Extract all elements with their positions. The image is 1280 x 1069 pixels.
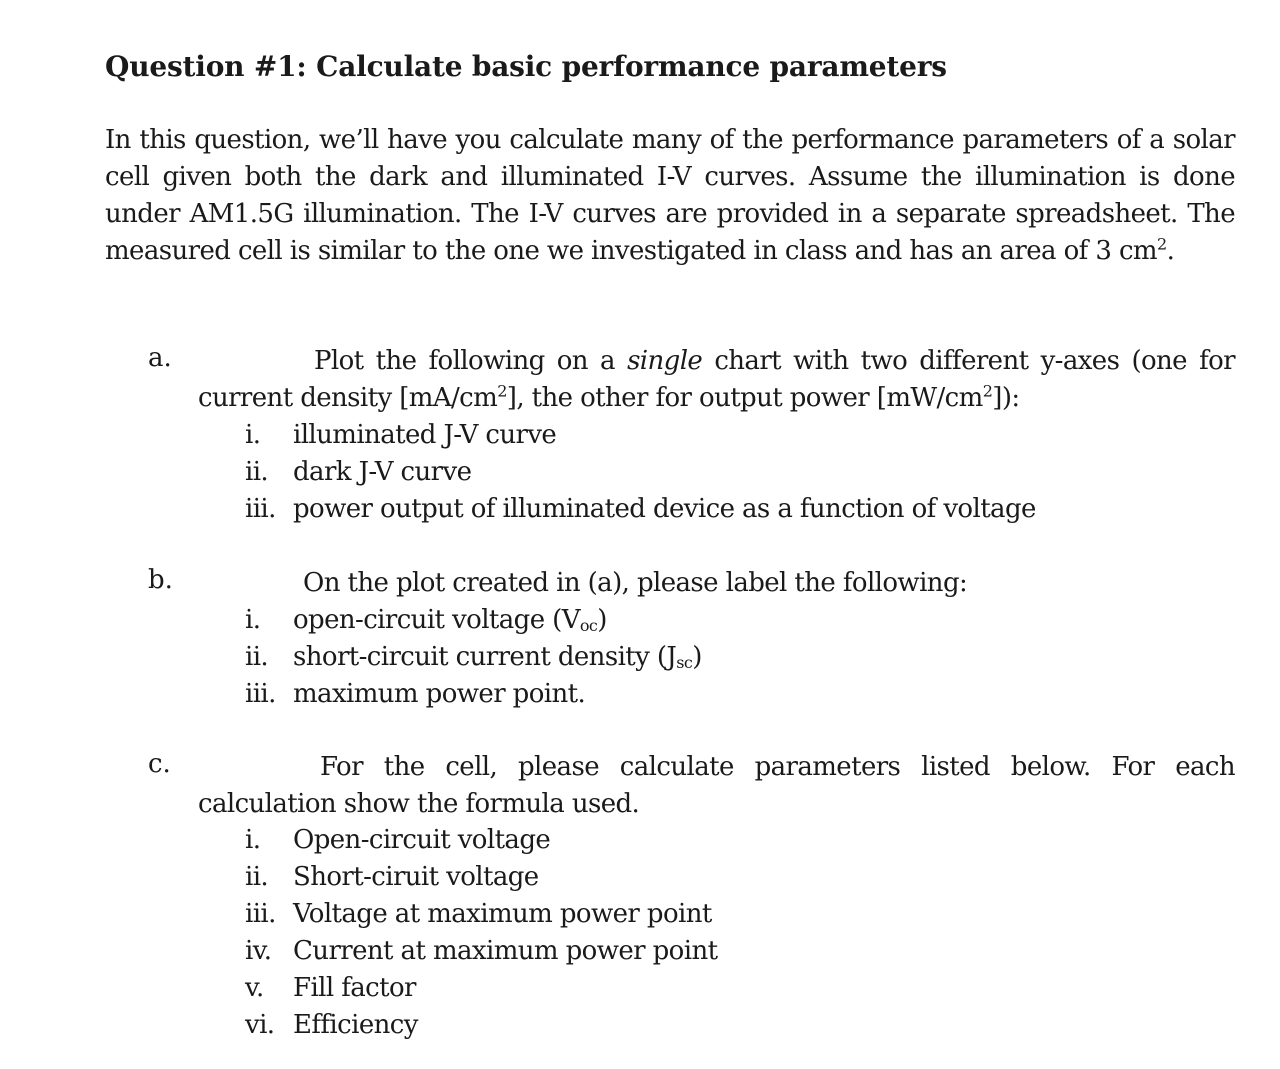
part-c-line-1: For the cell, please calculate parameters listed below. For each — [320, 752, 1235, 782]
part-a-list — [245, 417, 1036, 528]
part-c-letter: c. — [148, 749, 171, 779]
list-numeral: i. — [245, 605, 261, 635]
list-item — [245, 859, 717, 896]
list-text: power output of illuminated device as a function of voltage — [293, 494, 1036, 524]
part-a-sup-1: 2 — [497, 381, 507, 401]
part-b-body — [198, 565, 1235, 602]
list-numeral: vi. — [245, 1010, 275, 1040]
list-text — [293, 676, 585, 713]
part-a-line-2-pre: current density [mA/cm — [198, 383, 498, 413]
part-a-line-1-post: chart with two different y-axes (one for — [702, 346, 1235, 376]
list-numeral: iv. — [245, 936, 272, 966]
part-a-line-1-pre: Plot the following on a — [314, 346, 628, 376]
list-text: illuminated J-V curve — [293, 420, 557, 450]
list-item — [245, 676, 702, 713]
part-a-line-2-post: ]): — [992, 383, 1020, 413]
list-item — [245, 1007, 717, 1044]
part-a-line-2 — [198, 380, 1235, 417]
list-item — [245, 970, 717, 1007]
list-text: Efficiency — [293, 1010, 418, 1040]
list-item — [245, 896, 717, 933]
list-text-pre: short-circuit current density (J — [293, 642, 677, 672]
list-text-post: ) — [692, 642, 702, 672]
list-text: Open-circuit voltage — [293, 825, 551, 855]
intro-paragraph — [105, 122, 1235, 270]
list-text-pre: open-circuit voltage (V — [293, 605, 580, 635]
list-numeral: iii. — [245, 494, 276, 524]
part-a-body — [198, 343, 1235, 417]
question-title: Question #1: Calculate basic performance parameters — [105, 50, 947, 83]
list-item — [245, 639, 702, 676]
list-numeral: i. — [245, 825, 261, 855]
part-a-letter: a. — [148, 343, 172, 373]
part-a-line-2-mid: ], the other for output power [mW/cm — [506, 383, 983, 413]
intro-end: . — [1166, 236, 1175, 266]
intro-superscript: 2 — [1156, 234, 1167, 254]
list-numeral: i. — [245, 420, 261, 450]
list-item — [245, 454, 1036, 491]
list-item — [245, 933, 717, 970]
part-c-body — [198, 749, 1235, 823]
list-text: Short-ciruit voltage — [293, 862, 539, 892]
list-text: dark J-V curve — [293, 457, 472, 487]
list-text: Fill factor — [293, 973, 416, 1003]
voc-subscript: oc — [579, 616, 598, 635]
list-item — [245, 822, 717, 859]
intro-text: In this question, we’ll have you calculate many of the performance parameters of a solar cell given both the dark and illuminated I-V curves. Assume the illumination is done under AM1.5G illumination. The I-V curves are provided in a separate spreadsheet. The measured cell is similar to the one we investigated in class and has an area of 3 cm — [105, 125, 1235, 266]
list-text-post: ) — [597, 605, 607, 635]
jsc-subscript: sc — [676, 653, 693, 672]
part-a-line-1 — [198, 343, 1235, 380]
list-text — [293, 639, 702, 676]
list-numeral: v. — [245, 973, 264, 1003]
list-numeral: ii. — [245, 642, 269, 672]
part-b-list — [245, 602, 702, 713]
list-text: Current at maximum power point — [293, 936, 718, 966]
list-item — [245, 602, 702, 639]
list-numeral: iii. — [245, 899, 276, 929]
list-numeral: ii. — [245, 862, 269, 892]
list-numeral: ii. — [245, 457, 269, 487]
list-item — [245, 417, 1036, 454]
part-c-list — [245, 822, 717, 1044]
part-a-line-1-emphasis: single — [627, 346, 703, 376]
list-text — [293, 602, 607, 639]
list-numeral: iii. — [245, 679, 276, 709]
list-text-pre: maximum power point. — [293, 679, 586, 709]
part-b-line-1: On the plot created in (a), please label the following: — [303, 568, 968, 598]
part-a-sup-2: 2 — [982, 381, 993, 401]
list-text: Voltage at maximum power point — [293, 899, 712, 929]
part-b-letter: b. — [148, 565, 173, 595]
list-item — [245, 491, 1036, 528]
part-c-line-2: calculation show the formula used. — [198, 789, 640, 819]
